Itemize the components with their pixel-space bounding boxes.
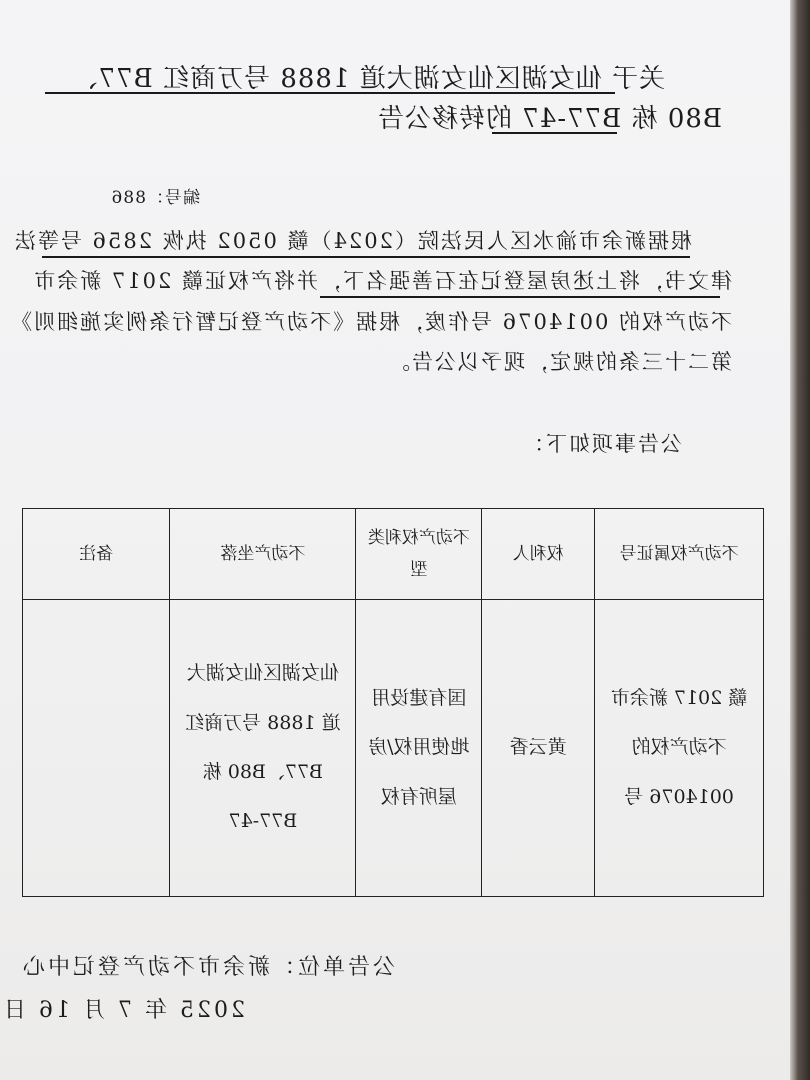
- notice-number: 编号：886: [110, 188, 200, 208]
- header-cert-number: 不动产权属证号: [595, 509, 764, 600]
- body-underline-1: [42, 256, 690, 258]
- notice-body-line3: 不动产权的 0014076 号作废，根据《不动产登记暂行条例实施细则》: [9, 310, 732, 334]
- table-row: [23, 600, 764, 897]
- header-right-type: 不动产权利类型: [356, 509, 482, 600]
- notice-body-line4: 第二十三条的规定，现予以公告。: [387, 350, 732, 374]
- body-underline-2: [320, 296, 720, 298]
- cell-right-holder: 黄云香: [482, 600, 595, 897]
- notice-body-line2: 律文书，将上述房屋登记在石善强名下，并将产权证赣 2017 新余市: [32, 269, 732, 293]
- date-line: 2025 年 7 月 16 日: [1, 998, 245, 1023]
- notice-body-line1: 根据新余市渝水区人民法院（2024）赣 0502 执恢 2856 号等法: [12, 229, 692, 253]
- title-underline-3: [492, 132, 617, 134]
- cell-location: 仙女湖区仙女湖大道 1888 号万商红 B77、B80 栋 B77-47: [170, 600, 356, 897]
- issuer-line: 公告单位：新余市不动产登记中心: [19, 955, 395, 980]
- title-underline-2: [45, 92, 505, 94]
- header-right-holder: 权利人: [482, 509, 595, 600]
- title-underline-1: [505, 92, 615, 94]
- notice-title-line2: B80 栋 B77-47 的转移公告: [376, 104, 722, 134]
- next-page-edge: [790, 0, 810, 1080]
- table-header-row: [23, 509, 764, 600]
- cell-cert-number: 赣 2017 新余市不动产权的 0014076 号: [595, 600, 764, 897]
- cell-right-type: 国有建设用地使用权/房屋所有权: [356, 600, 482, 897]
- notice-table: [22, 508, 764, 897]
- notice-title-line1: 关于 仙女湖区仙女湖大道 1888 号万商红 B77、: [70, 64, 665, 94]
- items-intro: 公告事项如下：: [521, 432, 682, 456]
- cell-remarks: [23, 600, 170, 897]
- header-location: 不动产坐落: [170, 509, 356, 600]
- header-remarks: 备注: [23, 509, 170, 600]
